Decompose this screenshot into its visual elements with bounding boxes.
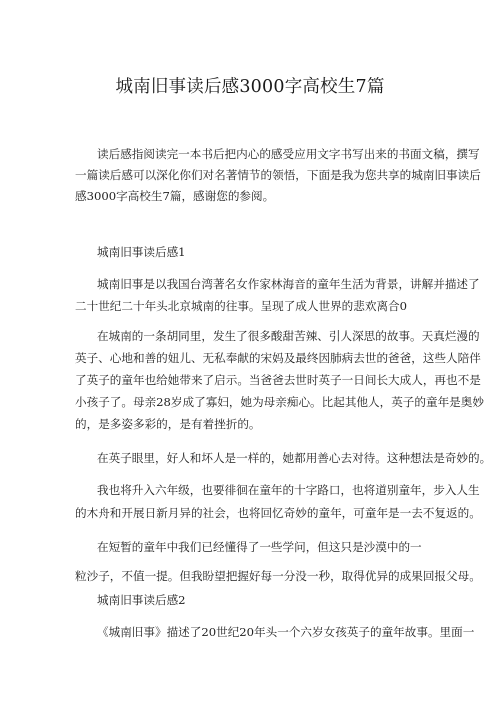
s1-p4-line-1: 我也将升入六年级，也要徘徊在童年的十字路口，也将道别童年，步入人生 [97, 483, 480, 497]
s1-p5-line-1: 在短暂的童年中我们已经懂得了一些学问，但这只是沙漠中的一 [97, 540, 422, 554]
s1-p5-line-2: 粒沙子，不值一提。但我盼望把握好每一分没一秒，取得优异的成果回报父母。 [75, 569, 481, 583]
s1-p3-line-1: 在英子眼里，好人和坏人是一样的，她都用善心去对待。这种想法是奇妙的。 [97, 451, 492, 465]
s2-p1-line-1: 《城南旧事》描述了20世纪20年头一个六岁女孩英子的童年故事。里面一 [97, 625, 475, 639]
intro-line-3: 感3000字高校生7篇，感谢您的参阅。 [75, 189, 275, 203]
s1-p2-line-2: 英子、心地和善的妞儿、无私奉献的宋妈及最终因肺病去世的爸爸，这些人陪伴 [75, 351, 481, 365]
s1-p2-line-5: 的，是多姿多彩的，是有着挫折的。 [75, 417, 261, 431]
section-2-heading: 城南旧事读后感2 [97, 593, 186, 607]
section-1-heading: 城南旧事读后感1 [97, 245, 186, 259]
s1-p2-line-1: 在城南的一条胡同里，发生了很多酸甜苦辣、引人深思的故事。天真烂漫的 [97, 329, 480, 343]
document-title: 城南旧事读后感3000字高校生7篇 [115, 77, 385, 97]
s1-p4-line-2: 的木舟和开展日新月异的社会，也将回忆奇妙的童年，可童年是一去不复返的。 [75, 506, 481, 520]
s1-p2-line-4: 小孩子了。母亲28岁成了寡妇，她为母亲痴心。比起其他人，英子的童年是奥妙 [75, 395, 484, 409]
s1-p1-line-1: 城南旧事是以我国台湾著名女作家林海音的童年生活为背景，讲解并描述了 [97, 277, 480, 291]
intro-line-2: 一篇读后感可以深化你们对名著情节的领悟，下面是我为您共享的城南旧事读后 [75, 168, 481, 182]
s1-p1-line-2: 二十世纪二十年头北京城南的往事。呈现了成人世界的悲欢离合0 [75, 299, 408, 313]
intro-line-1: 读后感指阅读完一本书后把内心的感受应用文字书写出来的书面文稿，撰写 [97, 147, 480, 161]
s1-p2-line-3: 了英子的童年也给她带来了启示。当爸爸去世时英子一日间长大成人，再也不是 [75, 373, 481, 387]
